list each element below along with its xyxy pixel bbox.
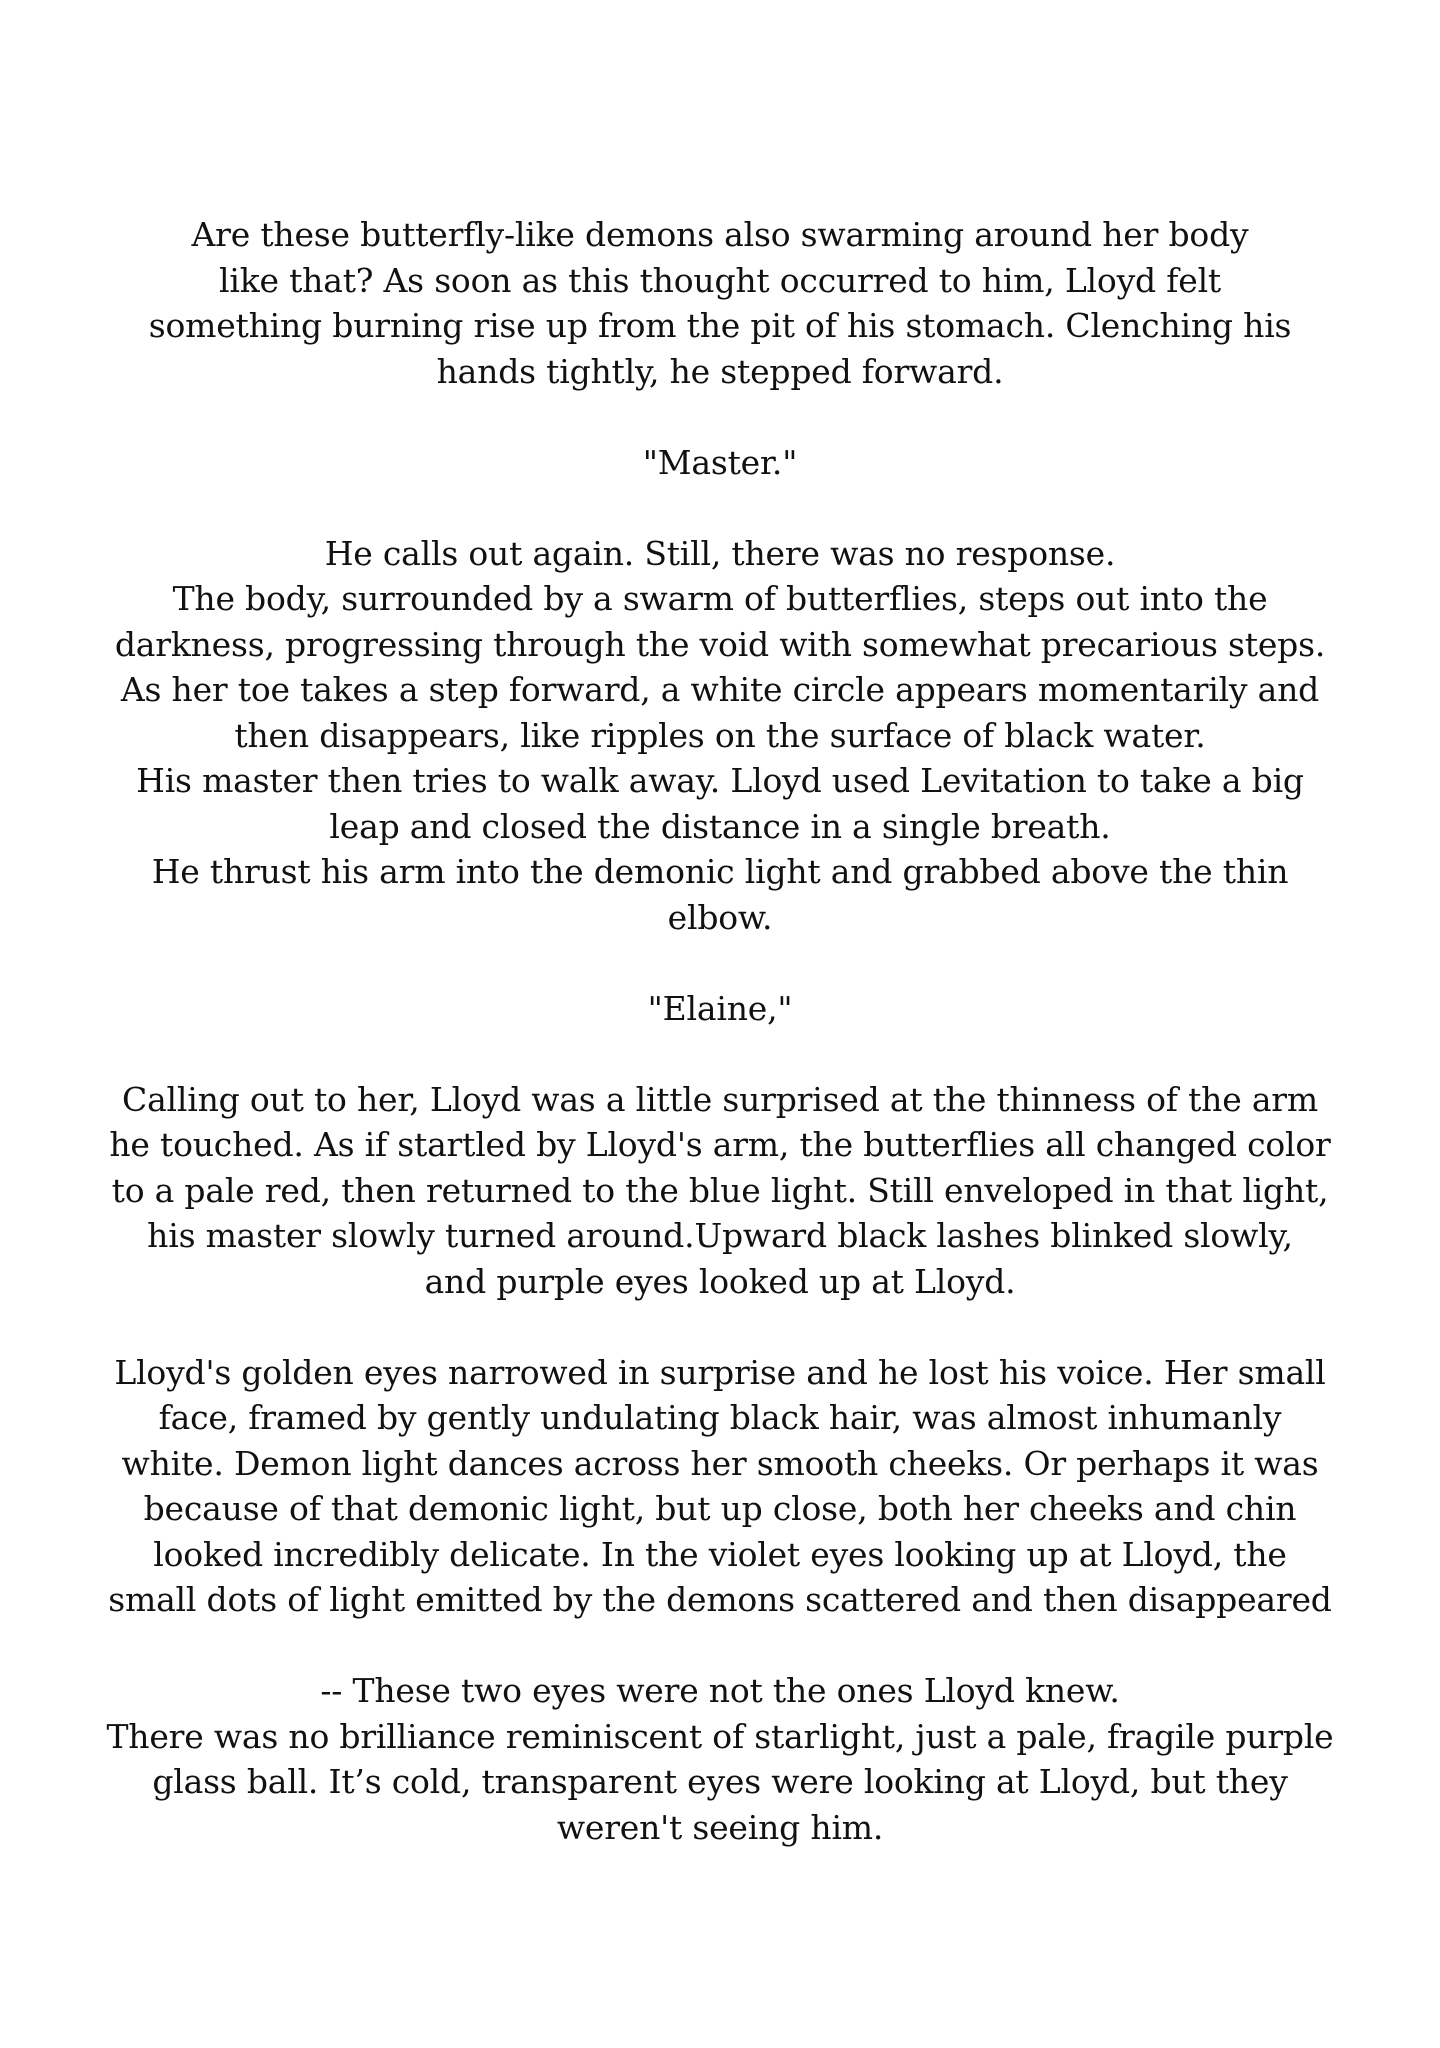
text-line: to a pale red, then returned to the blue light. Still enveloped in that light,: [111, 1170, 1329, 1210]
dialogue-master: [100, 440, 1340, 486]
text-line: leap and closed the distance in a single breath.: [329, 806, 1111, 846]
text-line: As her toe takes a step forward, a white circle appears momentarily and: [120, 670, 1320, 709]
text-line: elbow.: [667, 897, 773, 937]
text-line: "Elaine,": [647, 988, 793, 1028]
text-line: "Master.": [642, 442, 798, 482]
story-text: [100, 212, 1340, 1850]
text-line: white. Demon light dances across her smooth cheeks. Or perhaps it was: [121, 1443, 1319, 1483]
dialogue-elaine: [100, 986, 1340, 1032]
text-line: Are these butterfly-like demons also swarming around her body: [191, 215, 1249, 254]
text-line: face, framed by gently undulating black hair, was almost inhumanly: [158, 1398, 1282, 1437]
paragraph-1: [100, 212, 1340, 394]
text-line: something burning rise up from the pit of his stomach. Clenching his: [148, 306, 1292, 345]
text-line: Calling out to her, Lloyd was a little surprised at the thinness of the arm: [122, 1079, 1318, 1119]
text-line: looked incredibly delicate. In the violet eyes looking up at Lloyd, the: [153, 1534, 1287, 1574]
text-line: he touched. As if startled by Lloyd's arm, the butterflies all changed color: [109, 1125, 1331, 1164]
text-line: his master slowly turned around.Upward black lashes blinked slowly,: [147, 1216, 1293, 1255]
text-line: small dots of light emitted by the demons scattered and then disappeared: [108, 1580, 1332, 1619]
text-line: He calls out again. Still, there was no response.: [324, 533, 1116, 573]
text-line: then disappears, like ripples on the surface of black water.: [234, 715, 1206, 755]
paragraph-2: [100, 531, 1340, 941]
text-line: weren't seeing him.: [556, 1807, 884, 1847]
text-line: darkness, progressing through the void with somewhat precarious steps.: [114, 624, 1326, 664]
paragraph-3: [100, 1077, 1340, 1305]
text-line: The body, surrounded by a swarm of butterflies, steps out into the: [172, 579, 1268, 618]
text-line: His master then tries to walk away. Lloyd used Levitation to take a big: [136, 761, 1304, 800]
text-line: He thrust his arm into the demonic light and grabbed above the thin: [151, 852, 1289, 891]
text-line: glass ball. It’s cold, transparent eyes were looking at Lloyd, but they: [152, 1762, 1288, 1801]
text-line: and purple eyes looked up at Lloyd.: [424, 1261, 1016, 1301]
text-line: because of that demonic light, but up close, both her cheeks and chin: [143, 1489, 1297, 1528]
text-line: Lloyd's golden eyes narrowed in surprise and he lost his voice. Her small: [114, 1352, 1326, 1392]
text-line: hands tightly, he stepped forward.: [436, 351, 1004, 391]
paragraph-4: [100, 1350, 1340, 1623]
text-line: -- These two eyes were not the ones Lloyd knew.: [320, 1671, 1120, 1710]
paragraph-5: [100, 1668, 1340, 1850]
text-line: like that? As soon as this thought occurred to him, Lloyd felt: [218, 260, 1221, 300]
text-line: There was no brilliance reminiscent of starlight, just a pale, fragile purple: [106, 1716, 1334, 1756]
